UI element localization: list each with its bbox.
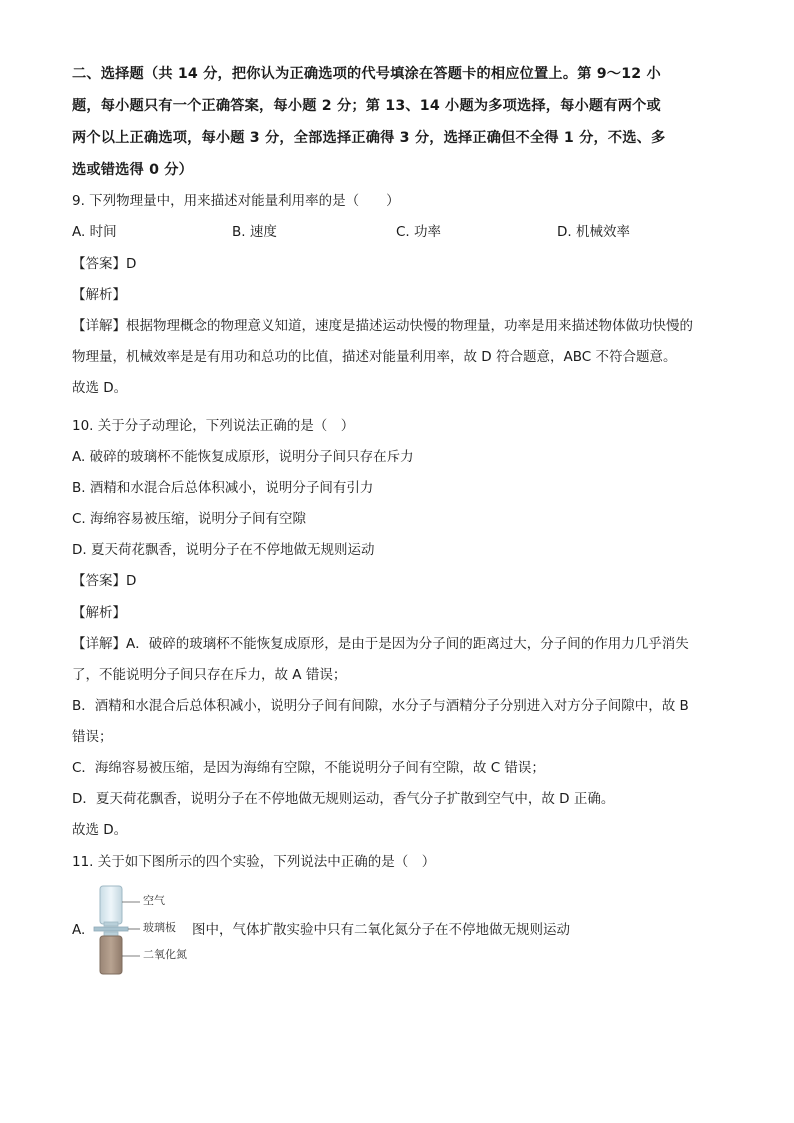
figure-label-glass-plate: 玻璃板 xyxy=(143,921,176,934)
q9-option-c: C. 功率 xyxy=(396,224,442,240)
section-heading-line-1: 二、选择题（共 14 分，把你认为正确选项的代号填涂在答题卡的相应位置上。第 9～12 小 xyxy=(72,66,661,82)
section-heading-line-3: 两个以上正确选项，每小题 3 分，全部选择正确得 3 分，选择正确但不全得 1 分，不选、多 xyxy=(72,130,666,146)
q10-detail-line-2: 了，不能说明分子间只存在斥力，故 A 错误； xyxy=(72,667,347,683)
q10-option-a: A. 破碎的玻璃杯不能恢复成原形，说明分子间只存在斥力 xyxy=(72,449,414,465)
q9-option-b: B. 速度 xyxy=(232,224,277,240)
q10-detail-line-3: B．酒精和水混合后总体积减小，说明分子间有间隙，水分子与酒精分子分别进入对方分子间隙中，故 B xyxy=(72,698,689,714)
q11-stem: 11. 关于如下图所示的四个实验，下列说法中正确的是（ ） xyxy=(72,854,436,870)
q9-stem: 9. 下列物理量中，用来描述对能量利用率的是（ ） xyxy=(72,193,400,209)
q9-option-a: A. 时间 xyxy=(72,224,117,240)
q10-detail-line-1: 【详解】A．破碎的玻璃杯不能恢复成原形，是由于是因为分子间的距离过大，分子间的作用力几乎消失 xyxy=(72,636,689,652)
nitrogen-dioxide-jar xyxy=(100,936,122,974)
q10-detail-line-6: D．夏天荷花飘香，说明分子在不停地做无规则运动，香气分子扩散到空气中，故 D 正确。 xyxy=(72,791,615,807)
q9-analysis-label: 【解析】 xyxy=(72,287,126,303)
q10-analysis-label: 【解析】 xyxy=(72,605,126,621)
q9-detail-line-2: 物理量，机械效率是是有用功和总功的比值，描述对能量利用率，故 D 符合题意，ABC 不符合题意。 xyxy=(72,349,677,365)
q11-option-a-letter: A. xyxy=(72,922,86,938)
q10-detail-line-5: C．海绵容易被压缩，是因为海绵有空隙，不能说明分子间有空隙，故 C 错误； xyxy=(72,760,545,776)
section-heading-line-2: 题，每小题只有一个正确答案，每小题 2 分；第 13、14 小题为多项选择，每小题有两个或 xyxy=(72,98,661,114)
q11-option-a-text: 图中，气体扩散实验中只有二氧化氮分子在不停地做无规则运动 xyxy=(192,922,570,938)
q10-option-d: D. 夏天荷花飘香，说明分子在不停地做无规则运动 xyxy=(72,542,375,558)
section-heading-line-4: 选或错选得 0 分） xyxy=(72,162,194,178)
q10-option-b: B. 酒精和水混合后总体积减小，说明分子间有引力 xyxy=(72,480,374,496)
q10-stem: 10. 关于分子动理论，下列说法正确的是（ ） xyxy=(72,418,355,434)
q10-answer: 【答案】D xyxy=(72,573,137,589)
figure-label-no2: 二氧化氮 xyxy=(143,948,187,961)
q10-detail-line-4: 错误； xyxy=(72,729,113,745)
air-jar xyxy=(100,886,122,924)
q9-detail-line-1: 【详解】根据物理概念的物理意义知道，速度是描述运动快慢的物理量，功率是用来描述物体做功快慢的 xyxy=(72,318,693,334)
q10-detail-line-7: 故选 D。 xyxy=(72,822,128,838)
q10-option-c: C. 海绵容易被压缩，说明分子间有空隙 xyxy=(72,511,307,527)
glass-plate xyxy=(94,927,128,931)
q9-option-d: D. 机械效率 xyxy=(557,224,630,240)
figure-label-air: 空气 xyxy=(143,894,165,907)
q9-detail-line-3: 故选 D。 xyxy=(72,380,128,396)
q9-answer: 【答案】D xyxy=(72,256,137,272)
